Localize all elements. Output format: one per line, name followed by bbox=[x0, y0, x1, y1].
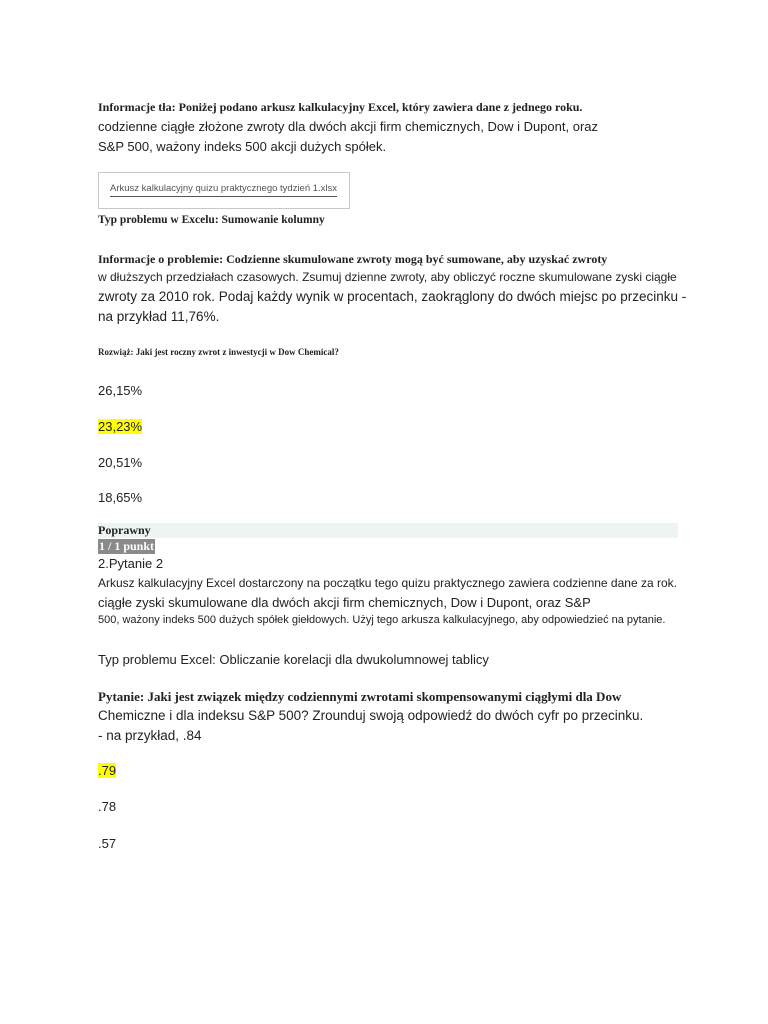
answer-option[interactable]: 20,51% bbox=[98, 455, 143, 470]
problem-type-text: Typ problemu Excel: Obliczanie korelacji dla dwukolumnowej tablicy bbox=[98, 652, 489, 667]
answer-option[interactable]: .57 bbox=[98, 836, 117, 851]
question-text-line: 500, ważony indeks 500 dużych spółek giełdowych. Użyj tego arkusza kalkulacyjnego, aby odpowiedzieć na pytanie. bbox=[98, 614, 666, 626]
question-text-line: Arkusz kalkulacyjny Excel dostarczony na początku tego quizu praktycznego zawiera codzienne dane za rok. bbox=[98, 576, 677, 590]
answer-option[interactable]: .78 bbox=[98, 799, 117, 814]
problem-info-line: zwroty za 2010 rok. Podaj każdy wynik w procentach, zaokrąglony do dwóch miejsc po przecinku - bbox=[98, 289, 687, 304]
question-heading: Pytanie: Jaki jest związek między codziennymi zwrotami skompensowanymi ciągłymi dla Dow bbox=[98, 689, 622, 704]
question-title: 2.Pytanie 2 bbox=[98, 556, 164, 571]
background-text-line: S&P 500, ważony indeks 500 akcji dużych spółek. bbox=[98, 139, 387, 154]
result-band bbox=[98, 523, 678, 538]
problem-info-line: na przykład 11,76%. bbox=[98, 309, 220, 324]
problem-type-heading: Typ problemu w Excelu: Sumowanie kolumny bbox=[98, 214, 325, 226]
points-badge: 1 / 1 punkt bbox=[99, 539, 155, 553]
solve-prompt: Rozwiąż: Jaki jest roczny zwrot z inwestycji w Dow Chemical? bbox=[98, 347, 339, 357]
background-text-line: codzienne ciągłe złożone zwroty dla dwóch akcji firm chemicznych, Dow i Dupont, oraz bbox=[98, 119, 598, 134]
question-text-line: ciągłe zyski skumulowane dla dwóch akcji firm chemicznych, Dow i Dupont, oraz S&P bbox=[98, 595, 591, 610]
file-attachment-box bbox=[98, 172, 350, 209]
result-status: Poprawny bbox=[98, 523, 151, 537]
answer-option[interactable]: 26,15% bbox=[98, 383, 143, 398]
answer-option-selected[interactable]: 23,23% bbox=[98, 419, 143, 434]
problem-info-heading: Informacje o problemie: Codzienne skumulowane zwroty mogą być sumowane, aby uzyskać zwroty bbox=[98, 252, 608, 266]
answer-option-selected[interactable]: .79 bbox=[98, 763, 117, 778]
spreadsheet-file-link[interactable]: Arkusz kalkulacyjny quizu praktycznego tydzień 1.xlsx bbox=[110, 183, 337, 197]
problem-info-line: w dłuższych przedziałach czasowych. Zsumuj dzienne zwroty, aby obliczyć roczne skumulowane zyski ciągłe bbox=[98, 270, 677, 284]
background-heading: Informacje tła: Poniżej podano arkusz kalkulacyjny Excel, który zawiera dane z jednego roku. bbox=[98, 100, 583, 114]
question-body-line: - na przykład, .84 bbox=[98, 728, 202, 743]
answer-option[interactable]: 18,65% bbox=[98, 490, 143, 505]
question-body-line: Chemiczne i dla indeksu S&P 500? Zrounduj swoją odpowiedź do dwóch cyfr po przecinku. bbox=[98, 708, 644, 723]
